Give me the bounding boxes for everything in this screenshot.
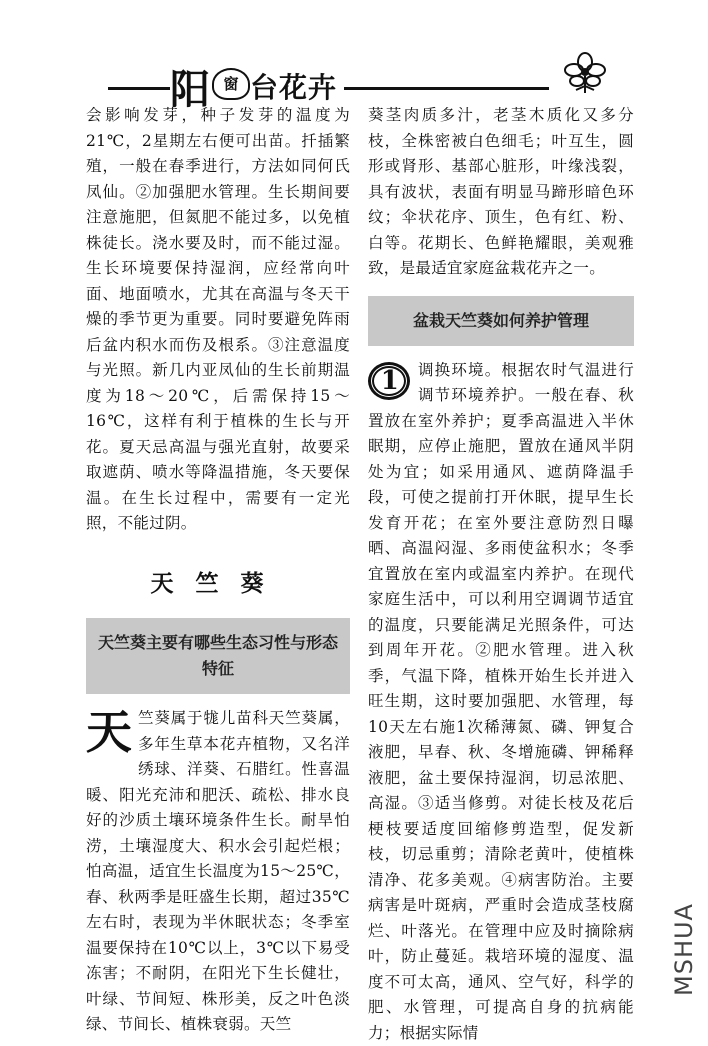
article-paragraph: 葵茎肉质多汁，老茎木质化又多分枝，全株密被白色细毛；叶互生，圆形或肾形、基部心脏形，叶缘浅裂，具有波状，表面有明显马蹄形暗色环纹；伞状花序、顶生，色有红、粉、白等。花期长、色鲜艳耀眼，美观雅致，是最适宜家庭盆栽花卉之一。 — [368, 103, 634, 282]
column-title — [170, 54, 346, 104]
column-title-rest: 台花卉 — [250, 66, 337, 106]
paragraph-text: 调换环境。根据农时气温进行调节环境养护。一般在春、秋置放在室外养护；夏季高温进入半休眠期，应停止施肥，置放在通风半阴处为宜；如采用通风、遮荫降温手段，可使之提前打开休眠，提早生长发育开花；在室外要注意防烈日曝晒、高温闷湿、多雨使盆积水；冬季宜置放在室内或温室内养护。在现代家庭生活中，可以利用空调调节适宜的温度，只要能满足光照条件，可达到周年开花。②肥水管理。进入秋季，气温下降，植株开始生长并进入旺生期，这时要加强肥、水管理，每10天左右施1次稀薄氮、磷、钾复合液肥，早春、秋、冬增施磷、钾稀释液肥，盆土要保持湿润，切忌浓肥、高湿。③适当修剪。对徒长枝及花后梗枝要适度回缩修剪造型，促发新枝，切忌重剪；清除老黄叶，使植株清净、花多美观。④病害防治。主要病害是叶斑病，严重时会造成茎枝腐烂、叶落光。在管理中应及时摘除病叶，防止蔓延。栽培环境的湿度、温度不可太高，通风、空气好，科学的肥、水管理，可提高自身的抗病能力；根据实际情 — [368, 361, 634, 1042]
flower-ornament-icon — [562, 50, 608, 94]
column-title-seal-char: 窗 — [212, 68, 250, 100]
watermark-text: MSHUA — [670, 876, 704, 996]
number-badge-digit: 1 — [368, 364, 412, 398]
column-title-first-char: 阳 — [170, 58, 209, 115]
drop-cap: 天 — [84, 708, 134, 758]
subheading-box: 盆栽天竺葵如何养护管理 — [368, 296, 634, 346]
article-paragraph: 会影响发芽，种子发芽的温度为21℃，2星期左右便可出苗。扦插繁殖，一般在春季进行，方法如同何氏凤仙。②加强肥水管理。生长期间要注意施肥，但氮肥不能过多，以免植株徒长。浇水要及时，而不能过湿。生长环境要保持湿润，应经常向叶面、地面喷水，尤其在高温与冬天干燥的季节更为重要。同时要避免阵雨后盆内积水而伤及根系。③注意温度与光照。新几内亚凤仙的生长前期温度为18～20℃，后需保持15～16℃，这样有利于植株的生长与开花。夏天忌高温与强光直射，故要采取遮荫、喷水等降温措施，冬天要保温。在生长过程中，需要有一定光照，不能过阴。 — [86, 103, 350, 537]
header-rule-right — [344, 87, 549, 90]
article-paragraph-numbered — [368, 358, 634, 1046]
paragraph-text: 竺葵属于牻儿苗科天竺葵属，多年生草本花卉植物，又名洋绣球、洋葵、石腊红。性喜温暖、阳光充沛和肥沃、疏松、排水良好的沙质土壤环境条件生长。耐旱怕涝，土壤湿度大、积水会引起烂根；怕高温，适宜生长温度为15～25℃，春、秋两季是旺盛生长期，超过35℃左右时，表现为半休眠状态；冬季室温要保持在10℃以上，3℃以下易受冻害；不耐阴，在阳光下生长健壮，叶绿、节间短、株形美，反之叶色淡绿、节间长、植株衰弱。天竺 — [86, 709, 350, 1033]
section-title: 天竺葵 — [86, 571, 350, 597]
right-column — [368, 103, 634, 1046]
number-badge — [368, 362, 412, 402]
left-column — [86, 103, 350, 1038]
article-paragraph-dropcap — [86, 706, 350, 1038]
header-rule-left — [108, 87, 170, 90]
subheading-box: 天竺葵主要有哪些生态习性与形态特征 — [86, 618, 350, 694]
